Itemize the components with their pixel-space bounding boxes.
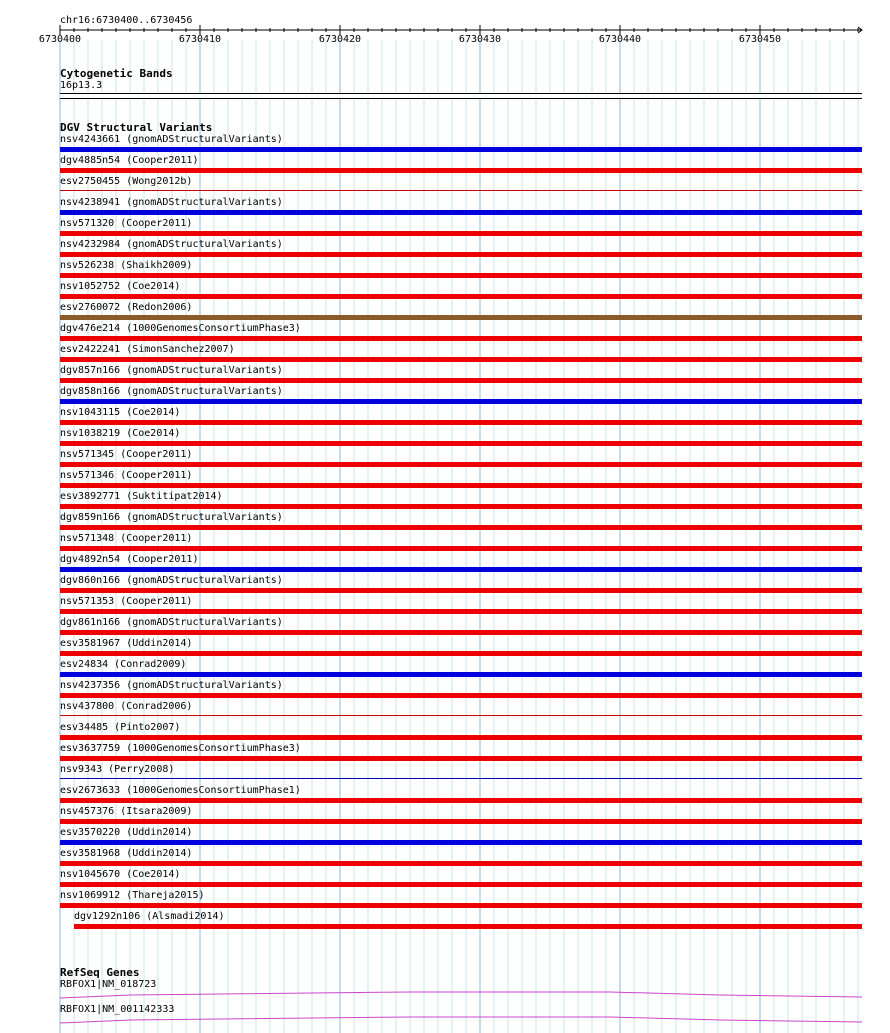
- dgv-feature-label[interactable]: esv3581967 (Uddin2014): [60, 638, 193, 649]
- dgv-feature-bar[interactable]: [60, 798, 862, 803]
- dgv-feature-bar[interactable]: [60, 630, 862, 635]
- dgv-feature-label[interactable]: esv3570220 (Uddin2014): [60, 827, 193, 838]
- dgv-feature-label[interactable]: dgv4892n54 (Cooper2011): [60, 554, 199, 565]
- refseq-transcript-label[interactable]: RBFOX1|NM_001142333: [60, 1004, 175, 1015]
- cytoband-bar[interactable]: [60, 93, 862, 99]
- dgv-feature-label[interactable]: esv3892771 (Suktitipat2014): [60, 491, 223, 502]
- tick-label: 6730450: [738, 34, 782, 45]
- dgv-track-title: DGV Structural Variants: [60, 121, 213, 134]
- dgv-feature-label[interactable]: esv2760072 (Redon2006): [60, 302, 193, 313]
- tick-label: 6730420: [318, 34, 362, 45]
- dgv-feature-bar[interactable]: [60, 903, 862, 908]
- dgv-feature-bar[interactable]: [60, 399, 862, 404]
- dgv-feature-label[interactable]: nsv1043115 (Coe2014): [60, 407, 181, 418]
- dgv-feature-label[interactable]: nsv1069912 (Thareja2015): [60, 890, 205, 901]
- dgv-feature-bar[interactable]: [60, 819, 862, 824]
- dgv-feature-bar[interactable]: [60, 168, 862, 173]
- dgv-feature-label[interactable]: nsv437800 (Conrad2006): [60, 701, 193, 712]
- cytoband-label: 16p13.3: [60, 80, 103, 91]
- dgv-feature-label[interactable]: nsv571345 (Cooper2011): [60, 449, 193, 460]
- dgv-feature-bar[interactable]: [60, 756, 862, 761]
- dgv-feature-label[interactable]: nsv571320 (Cooper2011): [60, 218, 193, 229]
- tick-label: 6730410: [178, 34, 222, 45]
- dgv-feature-bar[interactable]: [60, 294, 862, 299]
- dgv-feature-bar[interactable]: [60, 252, 862, 257]
- refseq-intron-line: [0, 989, 890, 1001]
- dgv-feature-bar[interactable]: [60, 651, 862, 656]
- region-label: chr16:6730400..6730456: [60, 15, 193, 26]
- dgv-feature-label[interactable]: dgv860n166 (gnomADStructuralVariants): [60, 575, 283, 586]
- dgv-feature-label[interactable]: esv24834 (Conrad2009): [60, 659, 187, 670]
- dgv-feature-label[interactable]: dgv476e214 (1000GenomesConsortiumPhase3): [60, 323, 301, 334]
- dgv-feature-label[interactable]: esv2750455 (Wong2012b): [60, 176, 193, 187]
- tick-label: 6730430: [458, 34, 502, 45]
- dgv-feature-label[interactable]: nsv9343 (Perry2008): [60, 764, 175, 775]
- tick-label: 6730400: [38, 34, 82, 45]
- dgv-feature-bar[interactable]: [60, 715, 862, 716]
- dgv-feature-label[interactable]: esv2422241 (SimonSanchez2007): [60, 344, 235, 355]
- dgv-feature-bar[interactable]: [60, 231, 862, 236]
- dgv-feature-label[interactable]: nsv457376 (Itsara2009): [60, 806, 193, 817]
- refseq-intron-line: [0, 1014, 890, 1026]
- dgv-feature-bar[interactable]: [60, 147, 862, 152]
- dgv-feature-bar[interactable]: [74, 924, 862, 929]
- dgv-feature-label[interactable]: esv34485 (Pinto2007): [60, 722, 181, 733]
- dgv-feature-bar[interactable]: [60, 462, 862, 467]
- dgv-feature-bar[interactable]: [60, 525, 862, 530]
- dgv-feature-label[interactable]: esv2673633 (1000GenomesConsortiumPhase1): [60, 785, 301, 796]
- dgv-feature-label[interactable]: nsv571353 (Cooper2011): [60, 596, 193, 607]
- dgv-feature-label[interactable]: nsv571346 (Cooper2011): [60, 470, 193, 481]
- dgv-feature-label[interactable]: dgv1292n106 (Alsmadi2014): [74, 911, 225, 922]
- dgv-feature-bar[interactable]: [60, 672, 862, 677]
- cytoband-track-title: Cytogenetic Bands: [60, 67, 173, 80]
- dgv-feature-label[interactable]: dgv859n166 (gnomADStructuralVariants): [60, 512, 283, 523]
- dgv-feature-bar[interactable]: [60, 504, 862, 509]
- dgv-feature-label[interactable]: nsv4243661 (gnomADStructuralVariants): [60, 134, 283, 145]
- dgv-feature-bar[interactable]: [60, 378, 862, 383]
- dgv-feature-bar[interactable]: [60, 315, 862, 320]
- dgv-feature-bar[interactable]: [60, 735, 862, 740]
- dgv-feature-bar[interactable]: [60, 778, 862, 779]
- dgv-feature-bar[interactable]: [60, 693, 862, 698]
- dgv-feature-label[interactable]: esv3581968 (Uddin2014): [60, 848, 193, 859]
- dgv-feature-bar[interactable]: [60, 441, 862, 446]
- dgv-feature-label[interactable]: dgv858n166 (gnomADStructuralVariants): [60, 386, 283, 397]
- refseq-track-title: RefSeq Genes: [60, 966, 140, 979]
- dgv-feature-label[interactable]: nsv4232984 (gnomADStructuralVariants): [60, 239, 283, 250]
- dgv-feature-bar[interactable]: [60, 861, 862, 866]
- dgv-feature-bar[interactable]: [60, 882, 862, 887]
- dgv-feature-bar[interactable]: [60, 210, 862, 215]
- dgv-feature-label[interactable]: nsv4237356 (gnomADStructuralVariants): [60, 680, 283, 691]
- dgv-feature-bar[interactable]: [60, 336, 862, 341]
- tick-label: 6730440: [598, 34, 642, 45]
- dgv-feature-bar[interactable]: [60, 609, 862, 614]
- dgv-feature-bar[interactable]: [60, 567, 862, 572]
- dgv-feature-label[interactable]: dgv4885n54 (Cooper2011): [60, 155, 199, 166]
- dgv-feature-bar[interactable]: [60, 483, 862, 488]
- dgv-feature-label[interactable]: esv3637759 (1000GenomesConsortiumPhase3): [60, 743, 301, 754]
- dgv-feature-bar[interactable]: [60, 546, 862, 551]
- dgv-feature-label[interactable]: nsv526238 (Shaikh2009): [60, 260, 193, 271]
- dgv-feature-label[interactable]: dgv857n166 (gnomADStructuralVariants): [60, 365, 283, 376]
- dgv-feature-label[interactable]: nsv571348 (Cooper2011): [60, 533, 193, 544]
- dgv-feature-label[interactable]: dgv861n166 (gnomADStructuralVariants): [60, 617, 283, 628]
- dgv-feature-bar[interactable]: [60, 273, 862, 278]
- dgv-feature-bar[interactable]: [60, 588, 862, 593]
- dgv-feature-bar[interactable]: [60, 357, 862, 362]
- dgv-feature-bar[interactable]: [60, 840, 862, 845]
- dgv-feature-label[interactable]: nsv1038219 (Coe2014): [60, 428, 181, 439]
- dgv-feature-label[interactable]: nsv1045670 (Coe2014): [60, 869, 181, 880]
- refseq-transcript-label[interactable]: RBFOX1|NM_018723: [60, 979, 157, 990]
- dgv-feature-bar[interactable]: [60, 420, 862, 425]
- dgv-feature-bar[interactable]: [60, 190, 862, 191]
- dgv-feature-label[interactable]: nsv1052752 (Coe2014): [60, 281, 181, 292]
- dgv-feature-label[interactable]: nsv4238941 (gnomADStructuralVariants): [60, 197, 283, 208]
